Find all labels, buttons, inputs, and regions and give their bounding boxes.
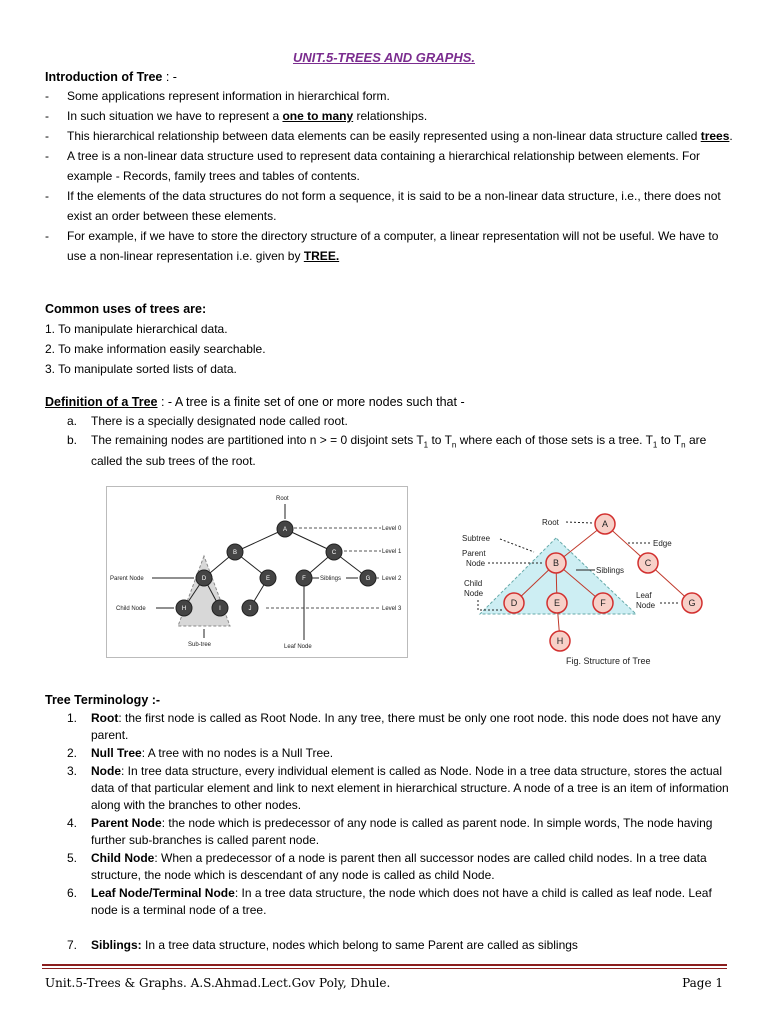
tree-diagram-structure (458, 510, 720, 672)
node-label: H (556, 636, 564, 646)
leaf-node-label: Leaf Node (284, 644, 312, 650)
child-node-label: Child (464, 579, 483, 588)
figure-caption: Fig. Structure of Tree (566, 656, 651, 666)
list-item: 1. Root: the first node is called as Root Node. In any tree, there must be only one root node. this node does not have any parent. (67, 711, 721, 742)
terminology-list (45, 710, 735, 955)
node-label: C (331, 550, 337, 556)
list-item: b. The remaining nodes are partitioned into n > = 0 disjoint sets $T_1$ to $T_n$ where each of those sets is a tree. $T_1$ to $T_n$ are called the sub trees of the root. (67, 433, 707, 469)
list-item: - A tree is a non-linear data structure used to represent data containing a hierarchical relationship between elements. For example - Records, family trees and tables of contents. (45, 146, 735, 186)
child-node-label: Node (464, 589, 484, 598)
node-label: J (248, 606, 252, 612)
definition-list (45, 413, 735, 470)
node-label: I (219, 606, 221, 612)
tree-diagram-levels (106, 486, 408, 658)
edge-label: Edge (653, 539, 672, 548)
node-label: F (600, 598, 606, 608)
node-label: G (365, 576, 371, 582)
parent-node-label: Parent (462, 549, 486, 558)
node-label: E (553, 598, 561, 608)
node-label: A (601, 519, 609, 529)
uses-item: 3. To manipulate sorted lists of data. (45, 362, 237, 376)
uses-item: 2. To make information easily searchable. (45, 342, 266, 356)
footer-divider (42, 968, 727, 969)
node-label: H (181, 606, 187, 612)
list-item: 4. Parent Node: the node which is predecessor of any node is called as parent node. In simple words, The node having further sub-branches is called parent node. (67, 816, 713, 847)
root-label: Root (542, 518, 559, 527)
level-label: Level 1 (382, 549, 402, 555)
leaf-node-label: Node (636, 601, 656, 610)
node-label: E (265, 576, 271, 582)
list-item: 7. Siblings: In a tree data structure, nodes which belong to same Parent are called as siblings (67, 938, 578, 952)
node-label: B (552, 558, 560, 568)
level-label: Level 0 (382, 526, 402, 532)
subtree-label: Sub-tree (188, 642, 212, 648)
uses-heading: Common uses of trees are: (45, 302, 207, 316)
list-item: 3. Node: In tree data structure, every individual element is called as Node. Node in a tree data structure, stores the actual data of that particular element and link to next element in hierarchical structure. A node of a tree is an item of information along with the branches to other nodes. (67, 764, 729, 812)
root-label: Root (276, 496, 289, 502)
node-label: C (644, 558, 652, 568)
child-node-label: Child Node (116, 606, 146, 612)
intro-list (45, 86, 735, 266)
page-number: Page 1 (682, 976, 723, 990)
node-label: F (302, 576, 306, 582)
list-item: 6. Leaf Node/Terminal Node: In a tree data structure, the node which does not have a child is called as leaf node. Leaf node is a terminal node of a tree. (67, 886, 712, 917)
node-label: D (510, 598, 518, 608)
siblings-label: Siblings (320, 576, 342, 582)
list-item: - If the elements of the data structures do not form a sequence, it is said to be a non-linear data structure, i.e., there does not exist an order between these elements. (45, 186, 735, 226)
list-item: - Some applications represent information in hierarchical form. (45, 86, 735, 106)
node-label: A (282, 527, 288, 533)
leaf-node-label: Leaf (636, 591, 652, 600)
siblings-label: Siblings (596, 566, 625, 575)
terminology-heading: Tree Terminology :- (45, 693, 161, 707)
list-item: - In such situation we have to represent a one to many relationships. (45, 106, 735, 126)
footer-text: Unit.5-Trees & Graphs. A.S.Ahmad.Lect.Gov Poly, Dhule. (45, 976, 391, 990)
level-label: Level 2 (382, 576, 402, 582)
node-label: D (201, 576, 207, 582)
uses-item: 1. To manipulate hierarchical data. (45, 322, 228, 336)
list-item: 2. Null Tree: A tree with no nodes is a Null Tree. (67, 746, 334, 760)
list-item: - For example, if we have to store the directory structure of a computer, a linear representation will not be useful. We have to use a non-linear representation i.e. given by TREE. (45, 226, 735, 266)
parent-node-label: Node (466, 559, 486, 568)
definition-heading: Definition of a Tree : - A tree is a finite set of one or more nodes such that - (45, 395, 465, 409)
node-label: G (688, 598, 696, 608)
list-item: a. There is a specially designated node called root. (67, 414, 348, 428)
footer-divider (42, 964, 727, 966)
list-item: - This hierarchical relationship between data elements can be easily represented using a non-linear data structure called trees. (45, 126, 735, 146)
list-item: 5. Child Node: When a predecessor of a node is parent then all successor nodes are called child nodes. In a tree data structure, the node which is descendant of any node is called as child Node. (67, 851, 707, 882)
level-label: Level 3 (382, 606, 402, 612)
parent-node-label: Parent Node (110, 576, 144, 582)
page-title: UNIT.5-TREES AND GRAPHS. (292, 50, 475, 65)
node-label: B (232, 550, 238, 556)
subtree-label: Subtree (462, 534, 491, 543)
intro-heading: Introduction of Tree : - (45, 70, 177, 84)
